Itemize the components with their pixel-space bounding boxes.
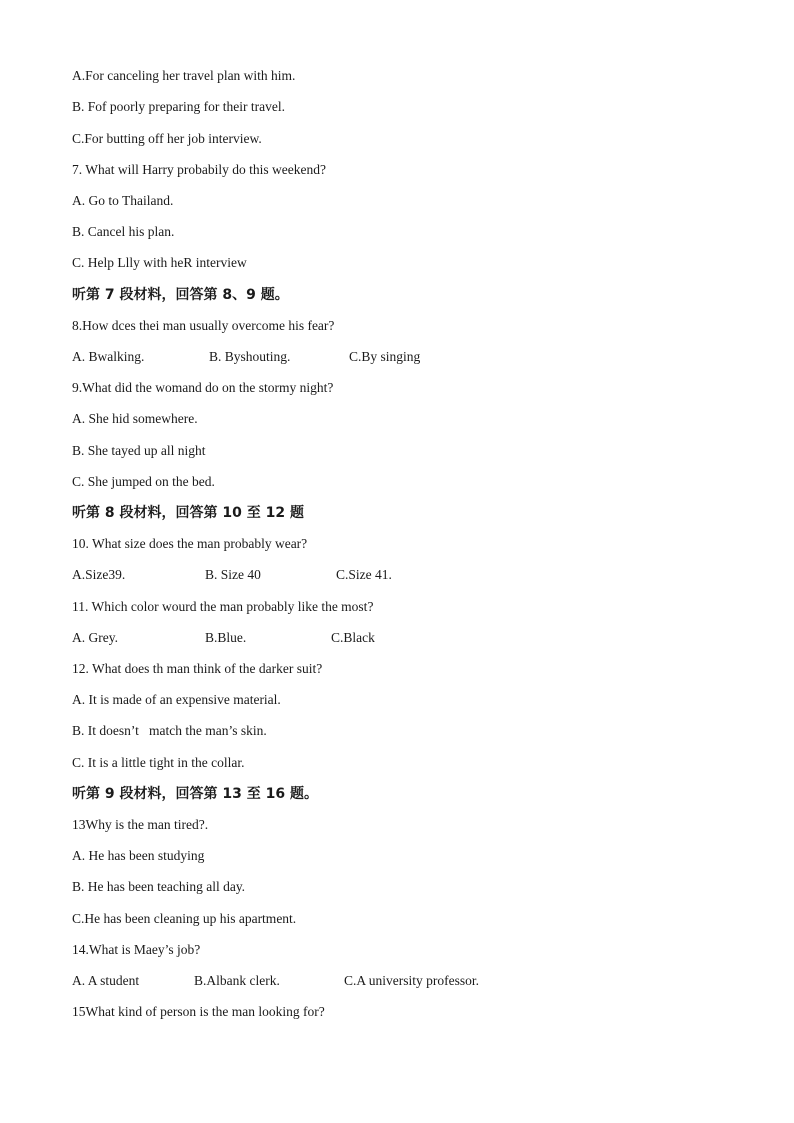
q7-option-b: B. Cancel his plan. — [72, 224, 175, 239]
q11-option-c: C.Black — [331, 630, 375, 645]
q8-question: 8.How dces thei man usually overcome his fear? — [72, 318, 335, 333]
q12-option-a: A. It is made of an expensive material. — [72, 692, 281, 707]
q15-question: 15What kind of person is the man looking for? — [72, 1004, 325, 1019]
q6-option-c: C.For butting off her job interview. — [72, 131, 262, 146]
q12-option-b: B. It doesn’t match the man’s skin. — [72, 723, 267, 738]
q11-question: 11. Which color wourd the man probably like the most? — [72, 599, 374, 614]
q12-option-c: C. It is a little tight in the collar. — [72, 755, 245, 770]
q13-option-b: B. He has been teaching all day. — [72, 879, 246, 894]
q14-question: 14.What is Maey’s job? — [72, 942, 201, 957]
q14-option-b: B.Albank clerk. — [194, 973, 280, 988]
q13-option-a: A. He has been studying — [72, 848, 205, 863]
q10-option-b: B. Size 40 — [205, 567, 261, 582]
q10-question: 10. What size does the man probably wear? — [72, 536, 308, 551]
q14-option-c: C.A university professor. — [344, 973, 479, 988]
q8-option-c: C.By singing — [349, 349, 421, 364]
q8-option-a: A. Bwalking. — [72, 349, 145, 364]
q6-option-b: B. Fof poorly preparing for their travel. — [72, 99, 285, 114]
q11-option-a: A. Grey. — [72, 630, 118, 645]
q12-question: 12. What does th man think of the darker suit? — [72, 661, 323, 676]
q9-option-c: C. She jumped on the bed. — [72, 474, 215, 489]
q8-option-b: B. Byshouting. — [209, 349, 291, 364]
q9-option-b: B. She tayed up all night — [72, 443, 206, 458]
q10-option-a: A.Size39. — [72, 567, 126, 582]
q9-question: 9.What did the womand do on the stormy night? — [72, 380, 334, 395]
q7-question: 7. What will Harry probabily do this weekend? — [72, 162, 326, 177]
q7-option-c: C. Help Llly with heR interview — [72, 255, 247, 270]
q13-question: 13Why is the man tired?. — [72, 817, 209, 832]
q10-option-c: C.Size 41. — [336, 567, 392, 582]
section-heading-9: 听第 9 段材料，回答第 13 至 16 题。 — [72, 786, 318, 802]
q9-option-a: A. She hid somewhere. — [72, 411, 198, 426]
q7-option-a: A. Go to Thailand. — [72, 193, 174, 208]
q13-option-c: C.He has been cleaning up his apartment. — [72, 911, 297, 926]
section-heading-8: 听第 8 段材料，回答第 10 至 12 题 — [72, 505, 304, 521]
q14-option-a: A. A student — [72, 973, 140, 988]
q11-option-b: B.Blue. — [205, 630, 247, 645]
section-heading-7: 听第 7 段材料，回答第 8、9 题。 — [72, 287, 289, 303]
q6-option-a: A.For canceling her travel plan with him. — [72, 68, 296, 83]
